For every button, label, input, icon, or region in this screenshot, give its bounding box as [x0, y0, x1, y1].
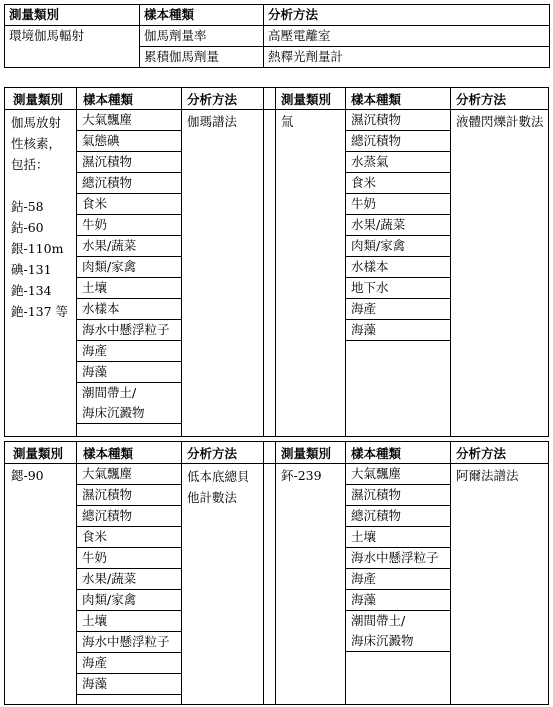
header-sample: 樣本種類	[351, 92, 402, 107]
sample-item: 濕沉積物	[77, 485, 181, 506]
sample-item: 水樣本	[77, 299, 181, 320]
header-sample: 樣本種類	[83, 446, 134, 461]
sample-item: 地下水	[346, 278, 450, 299]
sample-item: 總沉積物	[346, 131, 450, 152]
sample-item: 海產	[77, 653, 181, 674]
sample-item: 海水中懸浮粒子	[346, 548, 450, 569]
sample-item: 牛奶	[77, 215, 181, 236]
header-sample: 樣本種類	[351, 446, 402, 461]
sample-list	[77, 464, 181, 695]
sample-item: 食米	[77, 527, 181, 548]
block2	[4, 441, 549, 705]
method-gamma-spectrometry: 伽瑪譜法	[187, 114, 238, 129]
sample-item: 總沉積物	[77, 506, 181, 527]
category-strontium-90: 鍶-90	[11, 468, 44, 483]
block1	[4, 87, 549, 437]
sample-item: 海水中懸浮粒子	[77, 632, 181, 653]
sample-list	[77, 110, 181, 424]
sample-item: 土壤	[77, 278, 181, 299]
sample-item: 海產	[346, 569, 450, 590]
method-cell: 高壓電離室	[264, 26, 550, 47]
sample-item: 食米	[77, 194, 181, 215]
sample-item: 濕沉積物	[77, 152, 181, 173]
sample-cell: 累積伽馬劑量	[140, 47, 264, 68]
sample-item: 海藻	[77, 674, 181, 695]
header-category: 測量類別	[13, 446, 64, 461]
header-category: 測量類別	[281, 446, 332, 461]
method-line: 他計數法	[187, 490, 238, 505]
sample-item: 水蒸氣	[346, 152, 450, 173]
sample-item: 土壤	[346, 527, 450, 548]
header-method: 分析方法	[187, 446, 238, 461]
sample-item: 海產	[346, 299, 450, 320]
category-line: 鈷-58	[11, 199, 44, 214]
sample-item: 潮間帶土/ 海床沉澱物	[346, 611, 450, 652]
sample-list	[346, 464, 450, 652]
method-gross-beta	[187, 466, 250, 508]
sample-item: 大氣飄塵	[77, 464, 181, 485]
category-line: 包括：	[11, 157, 49, 172]
category-line	[11, 175, 68, 196]
header-method: 分析方法	[456, 446, 507, 461]
sample-item: 牛奶	[77, 548, 181, 569]
sample-item: 大氣飄塵	[346, 464, 450, 485]
sample-item: 肉類/家禽	[346, 236, 450, 257]
sample-item: 肉類/家禽	[77, 257, 181, 278]
category-environment-gamma: 環境伽馬輻射	[5, 26, 140, 68]
header-sample: 樣本種類	[83, 92, 134, 107]
sample-item: 水果/蔬菜	[77, 236, 181, 257]
category-plutonium-239: 鈈-239	[281, 468, 322, 483]
category-line: 銫-134	[11, 283, 52, 298]
sample-item: 總沉積物	[346, 506, 450, 527]
sample-item: 水樣本	[346, 257, 450, 278]
sample-item: 海產	[77, 341, 181, 362]
sample-item: 水果/蔬菜	[346, 215, 450, 236]
category-line: 性核素，	[11, 136, 62, 151]
header-category: 測量類別	[281, 92, 332, 107]
sample-item: 海藻	[346, 590, 450, 611]
category-line: 伽馬放射	[11, 115, 62, 130]
sample-cell: 伽馬劑量率	[140, 26, 264, 47]
category-line: 銫-137 等	[11, 304, 69, 319]
sample-list	[346, 110, 450, 341]
category-tritium: 氚	[281, 114, 294, 129]
sample-item: 濕沉積物	[346, 110, 450, 131]
sample-item: 水果/蔬菜	[77, 569, 181, 590]
sample-item: 大氣飄塵	[77, 110, 181, 131]
header-method: 分析方法	[456, 92, 507, 107]
sample-item: 土壤	[77, 611, 181, 632]
header-method: 分析方法	[264, 5, 550, 26]
method-liquid-scintillation: 液體閃爍計數法	[456, 114, 544, 129]
method-alpha-spectrometry: 阿爾法譜法	[456, 468, 519, 483]
sample-item: 食米	[346, 173, 450, 194]
environment-gamma-table	[4, 4, 550, 68]
sample-item: 海藻	[346, 320, 450, 341]
sample-item: 氣態碘	[77, 131, 181, 152]
sample-item: 肉類/家禽	[77, 590, 181, 611]
category-line: 鈷-60	[11, 220, 44, 235]
sample-item: 濕沉積物	[346, 485, 450, 506]
header-sample: 樣本種類	[140, 5, 264, 26]
method-line: 低本底總貝	[187, 469, 250, 484]
header-method: 分析方法	[187, 92, 238, 107]
header-category: 測量類別	[5, 5, 140, 26]
sample-item: 海藻	[77, 362, 181, 383]
header-category: 測量類別	[13, 92, 64, 107]
sample-item: 總沉積物	[77, 173, 181, 194]
method-cell: 熱釋光劑量計	[264, 47, 550, 68]
category-line: 碘-131	[11, 262, 52, 277]
category-gamma-nuclides	[11, 112, 68, 322]
sample-item: 牛奶	[346, 194, 450, 215]
category-line: 銀-110m	[11, 241, 64, 256]
sample-item: 潮間帶土/ 海床沉澱物	[77, 383, 181, 424]
sample-item: 海水中懸浮粒子	[77, 320, 181, 341]
